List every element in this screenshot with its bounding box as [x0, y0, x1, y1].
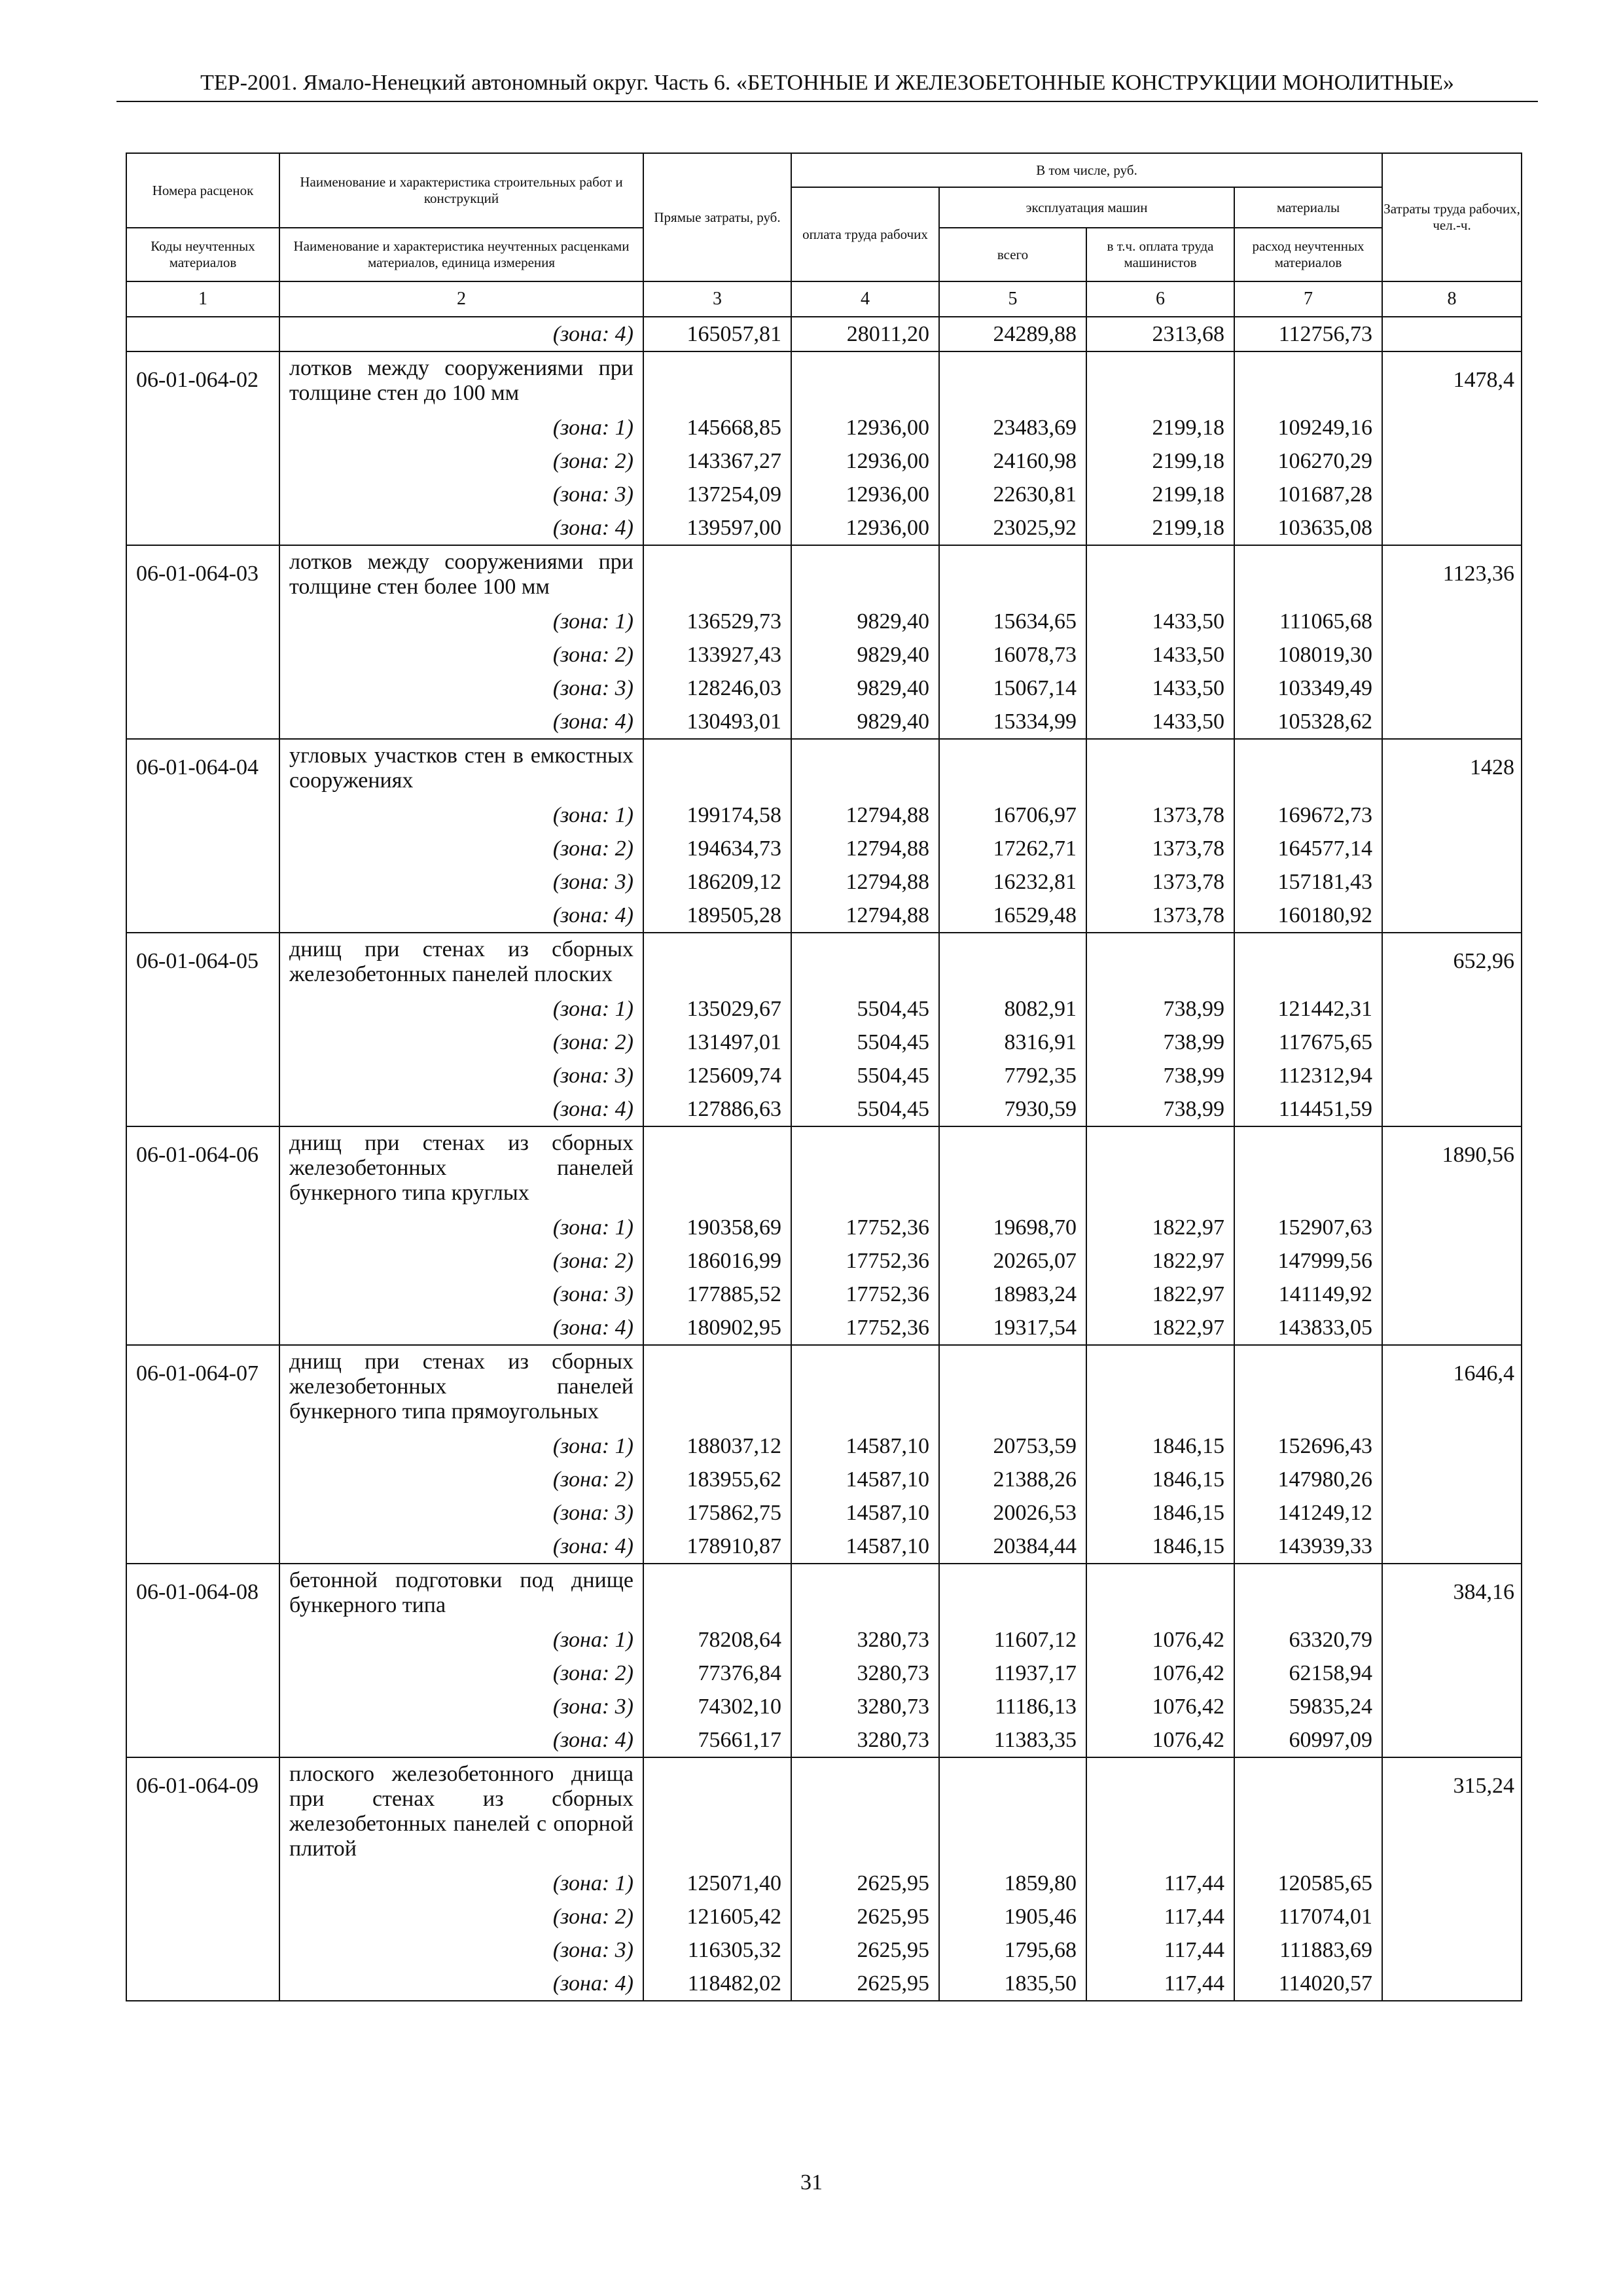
machinist-wage-value: 2199,18 [1152, 416, 1224, 440]
machines-value: 8316,91 [1004, 1030, 1077, 1054]
machines-value: 20753,59 [993, 1434, 1077, 1458]
rate-code: 06-01-064-07 [136, 1361, 259, 1386]
direct-value: 199174,58 [687, 803, 781, 827]
materials-value: 152696,43 [1277, 1434, 1373, 1458]
col-number: 1 [126, 281, 279, 317]
direct-value: 145668,85 [687, 416, 781, 440]
materials-value: 59835,24 [1289, 1695, 1373, 1719]
direct-value: 125071,40 [687, 1871, 781, 1895]
rate-group [126, 351, 1522, 545]
rate-code: 06-01-064-03 [136, 562, 259, 586]
direct-value: 136529,73 [687, 609, 781, 634]
materials-value: 63320,79 [1289, 1628, 1373, 1652]
wage-value: 3280,73 [857, 1728, 929, 1752]
machinist-wage-value: 1822,97 [1152, 1282, 1224, 1306]
materials-value: 62158,94 [1289, 1661, 1373, 1685]
direct-value: 118482,02 [687, 1971, 781, 1996]
zone-label: (зона: 4) [552, 322, 633, 346]
wage-value: 9829,40 [857, 609, 929, 634]
machines-value: 19317,54 [993, 1316, 1077, 1340]
machines-value: 17262,71 [993, 836, 1077, 861]
rate-description: днищ при стенах из сборных железобетонных панелей бункерного типа прямоугольных [289, 1350, 633, 1424]
machinist-wage-value: 117,44 [1164, 1971, 1224, 1996]
direct-value: 78208,64 [698, 1628, 781, 1652]
direct-value: 75661,17 [698, 1728, 781, 1752]
col-machines: эксплуатация машин [939, 187, 1234, 228]
machines-value: 16706,97 [993, 803, 1077, 827]
labor-value: 384,16 [1453, 1580, 1515, 1604]
materials-value: 117675,65 [1278, 1030, 1373, 1054]
table-row [126, 1126, 1522, 1345]
machines-value: 7930,59 [1004, 1097, 1077, 1121]
wage-value: 5504,45 [857, 1097, 929, 1121]
direct-value: 135029,67 [687, 997, 781, 1021]
direct-value: 139597,00 [687, 516, 781, 540]
zone-label: (зона: 4) [552, 1534, 633, 1558]
machinist-wage-value: 117,44 [1164, 1938, 1224, 1962]
materials-value: 111883,69 [1279, 1938, 1373, 1962]
direct-value: 175862,75 [687, 1501, 781, 1525]
col-wage: оплата труда рабочих [791, 187, 939, 281]
zone-label: (зона: 1) [552, 1434, 633, 1458]
wage-value: 17752,36 [846, 1215, 929, 1240]
machinist-wage-value: 1373,78 [1152, 836, 1224, 861]
col-machinist-wage: в т.ч. оплата труда машинистов [1086, 228, 1234, 281]
zone-label: (зона: 1) [552, 1871, 633, 1895]
rate-code: 06-01-064-04 [136, 755, 259, 780]
rate-group [126, 1757, 1522, 2001]
machinist-wage-value: 1433,50 [1152, 709, 1224, 734]
rate-description: бетонной подготовки под днище бункерного типа [289, 1568, 633, 1617]
col-machines-total: всего [939, 228, 1086, 281]
machinist-wage-value: 1822,97 [1152, 1215, 1224, 1240]
wage-value: 14587,10 [846, 1434, 929, 1458]
wage-value: 2625,95 [857, 1938, 929, 1962]
rate-group [126, 1345, 1522, 1564]
direct-value: 165057,81 [687, 322, 781, 346]
machinist-wage-value: 1846,15 [1152, 1534, 1224, 1558]
rate-description: угловых участков стен в емкостных сооружениях [289, 744, 633, 793]
machinist-wage-value: 738,99 [1163, 1030, 1224, 1054]
materials-value: 109249,16 [1277, 416, 1373, 440]
wage-value: 5504,45 [857, 1030, 929, 1054]
machinist-wage-value: 1373,78 [1152, 903, 1224, 927]
col-direct: Прямые затраты, руб. [643, 153, 791, 281]
zone-label: (зона: 3) [552, 482, 633, 507]
direct-value: 121605,42 [687, 1905, 781, 1929]
zone-label: (зона: 3) [552, 676, 633, 700]
wage-value: 3280,73 [857, 1695, 929, 1719]
col-number: 8 [1382, 281, 1522, 317]
rate-description: днищ при стенах из сборных железобетонных панелей бункерного типа круглых [289, 1131, 633, 1205]
materials-value: 143833,05 [1277, 1316, 1373, 1340]
machinist-wage-value: 1076,42 [1152, 1695, 1224, 1719]
machinist-wage-value: 1076,42 [1152, 1661, 1224, 1685]
zone-label: (зона: 3) [552, 1501, 633, 1525]
wage-value: 12936,00 [846, 516, 929, 540]
zone-label: (зона: 2) [552, 836, 633, 861]
wage-value: 12794,88 [846, 870, 929, 894]
machines-value: 21388,26 [993, 1467, 1077, 1492]
col-number: 7 [1234, 281, 1382, 317]
machinist-wage-value: 1076,42 [1152, 1728, 1224, 1752]
materials-value: 101687,28 [1277, 482, 1373, 507]
zone-label: (зона: 1) [552, 1628, 633, 1652]
materials-value: 114020,57 [1278, 1971, 1373, 1996]
machinist-wage-value: 2199,18 [1152, 516, 1224, 540]
wage-value: 14587,10 [846, 1467, 929, 1492]
table-row [126, 1757, 1522, 2001]
wage-value: 2625,95 [857, 1905, 929, 1929]
materials-value: 169672,73 [1277, 803, 1373, 827]
materials-value: 147999,56 [1277, 1249, 1373, 1273]
materials-value: 106270,29 [1277, 449, 1373, 473]
rate-group [126, 933, 1522, 1126]
table-row [126, 351, 1522, 545]
machinist-wage-value: 2199,18 [1152, 449, 1224, 473]
zone-label: (зона: 4) [552, 516, 633, 540]
machinist-wage-value: 1076,42 [1152, 1628, 1224, 1652]
machines-value: 11383,35 [993, 1728, 1077, 1752]
machines-value: 1859,80 [1004, 1871, 1077, 1895]
labor-value: 652,96 [1453, 949, 1515, 973]
wage-value: 17752,36 [846, 1316, 929, 1340]
machines-value: 20026,53 [993, 1501, 1077, 1525]
direct-value: 131497,01 [687, 1030, 781, 1054]
rate-code: 06-01-064-05 [136, 949, 259, 973]
labor-value: 1478,4 [1453, 368, 1515, 392]
zone-label: (зона: 2) [552, 1030, 633, 1054]
machinist-wage-value: 1433,50 [1152, 609, 1224, 634]
zone-label: (зона: 4) [552, 1097, 633, 1121]
table-row [126, 1564, 1522, 1757]
machines-value: 16529,48 [993, 903, 1077, 927]
wage-value: 12794,88 [846, 836, 929, 861]
table-row [126, 1345, 1522, 1564]
direct-value: 186209,12 [687, 870, 781, 894]
direct-value: 190358,69 [687, 1215, 781, 1240]
wage-value: 14587,10 [846, 1534, 929, 1558]
col-materials: материалы [1234, 187, 1382, 228]
machinist-wage-value: 1822,97 [1152, 1316, 1224, 1340]
direct-value: 186016,99 [687, 1249, 781, 1273]
materials-value: 112312,94 [1278, 1064, 1373, 1088]
zone-label: (зона: 2) [552, 1249, 633, 1273]
labor-value: 1890,56 [1442, 1143, 1515, 1167]
machinist-wage-value: 1822,97 [1152, 1249, 1224, 1273]
rate-group [126, 1564, 1522, 1757]
machines-value: 19698,70 [993, 1215, 1077, 1240]
rate-code: 06-01-064-02 [136, 368, 259, 392]
materials-value: 114451,59 [1278, 1097, 1373, 1121]
rate-description: днищ при стенах из сборных железобетонных панелей плоских [289, 937, 633, 986]
zone-label: (зона: 1) [552, 803, 633, 827]
rate-group [126, 739, 1522, 933]
rate-description: плоского железобетонного днища при стенах из сборных железобетонных панелей с опорной плитой [289, 1762, 633, 1861]
zone-label: (зона: 4) [552, 709, 633, 734]
zone-label: (зона: 3) [552, 1282, 633, 1306]
direct-value: 137254,09 [687, 482, 781, 507]
labor-value: 1646,4 [1453, 1361, 1515, 1386]
zone-label: (зона: 1) [552, 997, 633, 1021]
wage-value: 2625,95 [857, 1871, 929, 1895]
rate-code: 06-01-064-08 [136, 1580, 259, 1604]
machines-value: 7792,35 [1004, 1064, 1077, 1088]
table-row [126, 545, 1522, 739]
materials-value: 111065,68 [1279, 609, 1373, 634]
machines-value: 16232,81 [993, 870, 1077, 894]
machines-value: 23025,92 [993, 516, 1077, 540]
zone-label: (зона: 4) [552, 1971, 633, 1996]
machines-value: 1905,46 [1004, 1905, 1077, 1929]
machinist-wage-value: 2313,68 [1152, 322, 1224, 346]
wage-value: 12794,88 [846, 903, 929, 927]
direct-value: 143367,27 [687, 449, 781, 473]
wage-value: 3280,73 [857, 1661, 929, 1685]
materials-value: 60997,09 [1289, 1728, 1373, 1752]
col-number: 6 [1086, 281, 1234, 317]
direct-value: 183955,62 [687, 1467, 781, 1492]
wage-value: 12936,00 [846, 482, 929, 507]
machines-value: 11937,17 [993, 1661, 1077, 1685]
col-number: 3 [643, 281, 791, 317]
zone-label: (зона: 3) [552, 870, 633, 894]
direct-value: 127886,63 [687, 1097, 781, 1121]
labor-value: 315,24 [1453, 1774, 1515, 1798]
wage-value: 2625,95 [857, 1971, 929, 1996]
machines-value: 1835,50 [1004, 1971, 1077, 1996]
zone-label: (зона: 2) [552, 1467, 633, 1492]
materials-value: 141149,92 [1278, 1282, 1373, 1306]
rate-code: 06-01-064-09 [136, 1774, 259, 1798]
machines-value: 11186,13 [995, 1695, 1077, 1719]
machines-value: 24289,88 [993, 322, 1077, 346]
materials-value: 120585,65 [1277, 1871, 1373, 1895]
materials-value: 112756,73 [1278, 322, 1373, 346]
materials-value: 121442,31 [1277, 997, 1373, 1021]
direct-value: 130493,01 [687, 709, 781, 734]
column-numbers [126, 281, 1522, 317]
wage-value: 5504,45 [857, 1064, 929, 1088]
machines-value: 18983,24 [993, 1282, 1077, 1306]
machines-value: 15634,65 [993, 609, 1077, 634]
wage-value: 12794,88 [846, 803, 929, 827]
wage-value: 14587,10 [846, 1501, 929, 1525]
machines-value: 20265,07 [993, 1249, 1077, 1273]
direct-value: 178910,87 [687, 1534, 781, 1558]
col-number: 5 [939, 281, 1086, 317]
page-header: ТЕР-2001. Ямало-Ненецкий автономный округ. Часть 6. «БЕТОННЫЕ И ЖЕЛЕЗОБЕТОННЫЕ КОНСТРУКЦИИ МОНОЛИТНЫЕ» [116, 68, 1538, 102]
carry-row [126, 317, 1522, 351]
machines-value: 24160,98 [993, 449, 1077, 473]
wage-value: 9829,40 [857, 676, 929, 700]
zone-label: (зона: 1) [552, 416, 633, 440]
zone-label: (зона: 2) [552, 449, 633, 473]
machines-value: 20384,44 [993, 1534, 1077, 1558]
wage-value: 9829,40 [857, 643, 929, 667]
zone-label: (зона: 4) [552, 1316, 633, 1340]
table-row [126, 739, 1522, 933]
machinist-wage-value: 1433,50 [1152, 643, 1224, 667]
materials-value: 105328,62 [1277, 709, 1373, 734]
col-number: 2 [279, 281, 643, 317]
machines-value: 8082,91 [1004, 997, 1077, 1021]
machinist-wage-value: 117,44 [1164, 1871, 1224, 1895]
materials-value: 157181,43 [1277, 870, 1373, 894]
wage-value: 17752,36 [846, 1282, 929, 1306]
materials-value: 147980,26 [1277, 1467, 1373, 1492]
zone-label: (зона: 3) [552, 1064, 633, 1088]
materials-value: 160180,92 [1277, 903, 1373, 927]
direct-value: 133927,43 [687, 643, 781, 667]
materials-value: 152907,63 [1277, 1215, 1373, 1240]
rate-group [126, 1126, 1522, 1345]
wage-value: 12936,00 [846, 449, 929, 473]
machinist-wage-value: 1846,15 [1152, 1434, 1224, 1458]
zone-label: (зона: 3) [552, 1938, 633, 1962]
wage-value: 9829,40 [857, 709, 929, 734]
rate-description: лотков между сооружениями при толщине стен более 100 мм [289, 550, 633, 599]
zone-label: (зона: 2) [552, 1905, 633, 1929]
table-row [126, 933, 1522, 1126]
machinist-wage-value: 1373,78 [1152, 870, 1224, 894]
direct-value: 180902,95 [687, 1316, 781, 1340]
machinist-wage-value: 1433,50 [1152, 676, 1224, 700]
materials-value: 108019,30 [1277, 643, 1373, 667]
machinist-wage-value: 738,99 [1163, 1064, 1224, 1088]
col-labor: Затраты труда рабочих, чел.-ч. [1382, 153, 1522, 281]
machines-value: 1795,68 [1004, 1938, 1077, 1962]
direct-value: 194634,73 [687, 836, 781, 861]
zone-label: (зона: 3) [552, 1695, 633, 1719]
direct-value: 177885,52 [687, 1282, 781, 1306]
zone-label: (зона: 4) [552, 1728, 633, 1752]
direct-value: 116305,32 [687, 1938, 781, 1962]
zone-label: (зона: 1) [552, 609, 633, 634]
labor-value: 1428 [1470, 755, 1515, 780]
machines-value: 15334,99 [993, 709, 1077, 734]
direct-value: 188037,12 [687, 1434, 781, 1458]
machinist-wage-value: 1846,15 [1152, 1501, 1224, 1525]
direct-value: 189505,28 [687, 903, 781, 927]
direct-value: 74302,10 [698, 1695, 781, 1719]
direct-value: 125609,74 [687, 1064, 781, 1088]
machinist-wage-value: 1373,78 [1152, 803, 1224, 827]
zone-label: (зона: 1) [552, 1215, 633, 1240]
materials-value: 143939,33 [1277, 1534, 1373, 1558]
materials-value: 141249,12 [1277, 1501, 1373, 1525]
machinist-wage-value: 738,99 [1163, 1097, 1224, 1121]
wage-value: 5504,45 [857, 997, 929, 1021]
zone-label: (зона: 2) [552, 1661, 633, 1685]
materials-value: 117074,01 [1278, 1905, 1373, 1929]
wage-value: 3280,73 [857, 1628, 929, 1652]
materials-value: 103635,08 [1277, 516, 1373, 540]
direct-value: 128246,03 [687, 676, 781, 700]
materials-value: 103349,49 [1277, 676, 1373, 700]
machines-value: 22630,81 [993, 482, 1077, 507]
col-name-bottom: Наименование и характеристика неучтенных расценками материалов, единица измерения [279, 228, 643, 281]
col-incl: В том числе, руб. [791, 153, 1382, 187]
col-code-bottom: Коды неучтенных материалов [126, 228, 279, 281]
col-code-top: Номера расценок [126, 153, 279, 228]
rate-code: 06-01-064-06 [136, 1143, 259, 1167]
machines-value: 23483,69 [993, 416, 1077, 440]
machinist-wage-value: 738,99 [1163, 997, 1224, 1021]
table-header [126, 153, 1522, 281]
machinist-wage-value: 2199,18 [1152, 482, 1224, 507]
col-name-top: Наименование и характеристика строительных работ и конструкций [279, 153, 643, 228]
machines-value: 16078,73 [993, 643, 1077, 667]
page-number: 31 [800, 2170, 823, 2195]
wage-value: 28011,20 [846, 322, 929, 346]
wage-value: 12936,00 [846, 416, 929, 440]
col-materials-sub: расход неучтенных материалов [1234, 228, 1382, 281]
machinist-wage-value: 117,44 [1164, 1905, 1224, 1929]
zone-label: (зона: 4) [552, 903, 633, 927]
machines-value: 11607,12 [993, 1628, 1077, 1652]
col-number: 4 [791, 281, 939, 317]
rate-group [126, 545, 1522, 739]
materials-value: 164577,14 [1277, 836, 1373, 861]
machines-value: 15067,14 [993, 676, 1077, 700]
machinist-wage-value: 1846,15 [1152, 1467, 1224, 1492]
rates-table [126, 152, 1522, 2001]
labor-value: 1123,36 [1442, 562, 1515, 586]
rate-description: лотков между сооружениями при толщине стен до 100 мм [289, 356, 633, 405]
direct-value: 77376,84 [698, 1661, 781, 1685]
zone-label: (зона: 2) [552, 643, 633, 667]
wage-value: 17752,36 [846, 1249, 929, 1273]
